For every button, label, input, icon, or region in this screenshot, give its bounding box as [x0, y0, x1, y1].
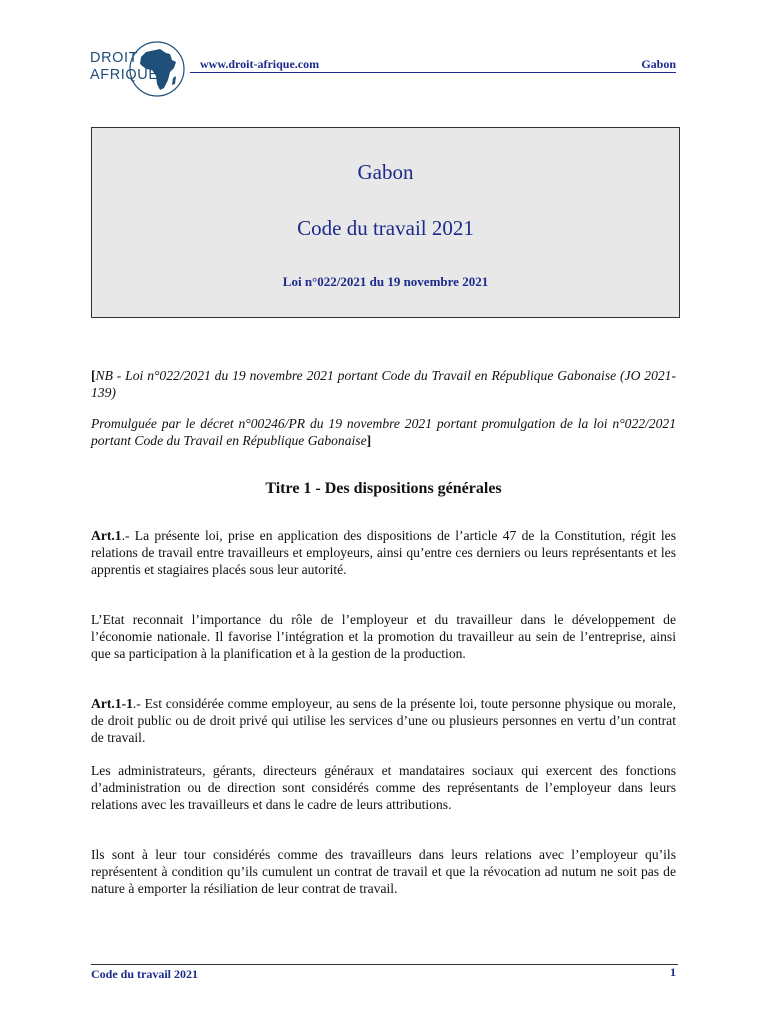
article-text: .- Est considérée comme employeur, au sens de la présente loi, toute personne physique ou morale, de droit public ou de droit privé qui utilise les services d’une ou plusieurs personnes en vertu d’un contrat de travail.	[91, 696, 676, 745]
article-paragraph	[91, 695, 676, 746]
promulgation-text: Promulguée par le décret n°00246/PR du 19 novembre 2021 portant promulgation de la loi n°022/2021 portant Code du Travail en République Gabonaise	[91, 416, 676, 448]
logo-text-droit: DROIT	[90, 50, 139, 66]
article-paragraph	[91, 611, 676, 662]
header-divider	[190, 72, 676, 73]
header-website-link[interactable]: www.droit-afrique.com	[200, 57, 320, 71]
page-number: 1	[670, 965, 676, 979]
document-title: Code du travail 2021	[297, 216, 474, 240]
article-paragraph	[91, 846, 676, 897]
logo-text-afrique: AFRIQUE	[90, 67, 159, 83]
footer-title: Code du travail 2021	[91, 967, 199, 981]
law-reference: Loi n°022/2021 du 19 novembre 2021	[282, 274, 489, 289]
article-paragraph	[91, 762, 676, 813]
promulgation-note	[91, 415, 676, 449]
article-text: L’Etat reconnait l’importance du rôle de l’employeur et du travailleur dans le développement de l’économie nationale. Il favorise l’intégration et la promotion du travailleur au sein de l’entreprise, ainsi que sa participation à la planification et à la gestion de la production.	[91, 612, 676, 661]
nb-note	[91, 367, 676, 401]
article-paragraph	[91, 527, 676, 578]
article-text: Les administrateurs, gérants, directeurs généraux et mandataires sociaux qui exercent des fonctions d’administration ou de direction sont considérés comme des représentants de l’employeur dans leurs relations avec les travailleurs et dans le cadre de leurs attributions.	[91, 763, 676, 812]
article-label: Art.1	[91, 528, 122, 543]
header-country: Gabon	[641, 57, 676, 71]
footer-divider	[91, 964, 678, 965]
article-text: Ils sont à leur tour considérés comme des travailleurs dans leurs relations avec l’employeur qu’ils représentent à condition qu’ils cumulent un contrat de travail et que la révocation ad nutum ne soit pas de nature à emporter la résiliation de leur contrat de travail.	[91, 847, 676, 896]
nb-text: NB - Loi n°022/2021 du 19 novembre 2021 portant Code du Travail en République Gabonaise (JO 2021-139)	[91, 368, 676, 400]
section-title: Titre 1 - Des dispositions générales	[265, 480, 502, 497]
promulgation-close-bracket: ]	[366, 433, 372, 448]
title-country: Gabon	[357, 160, 414, 184]
article-text: .- La présente loi, prise en application des dispositions de l’article 47 de la Constitution, régit les relations de travail entre travailleurs et employeurs, ainsi qu’entre ces derniers ou leurs représentants et les apprentis et stagiaires placés sous leur autorité.	[91, 528, 676, 577]
nb-open-bracket: [	[91, 368, 96, 383]
droit-afrique-logo	[88, 40, 188, 98]
title-box	[91, 127, 680, 318]
article-label: Art.1-1	[91, 696, 133, 711]
